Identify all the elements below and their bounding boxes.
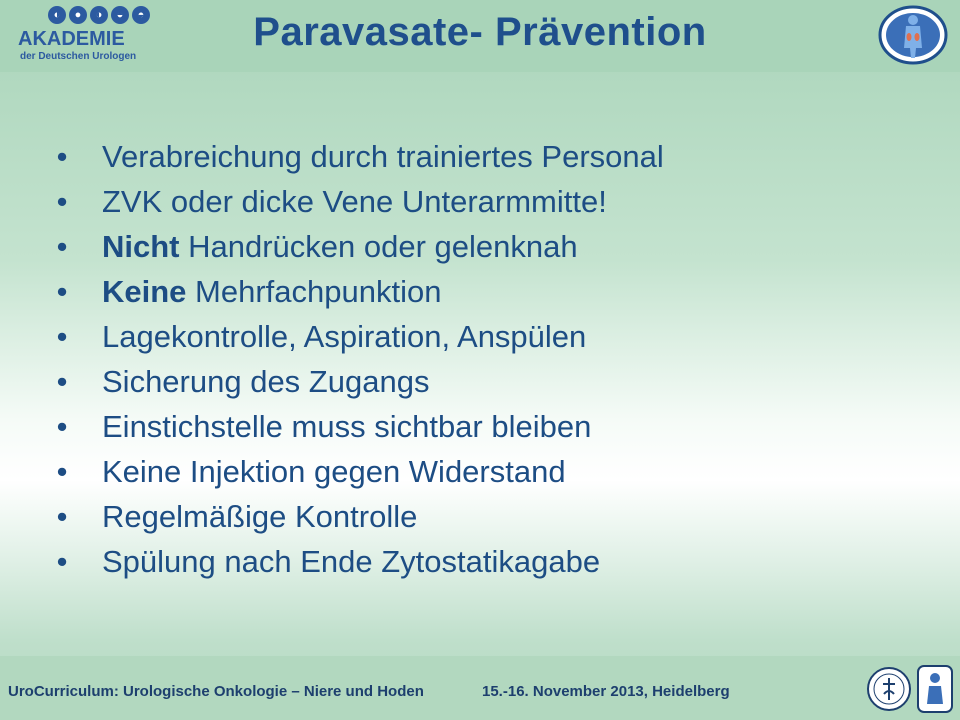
header-bar (0, 0, 960, 72)
footer-bar (0, 656, 960, 720)
logo-word: AKADEMIE (18, 28, 125, 50)
logo-subtitle: der Deutschen Urologen (20, 51, 137, 62)
bullet-icon: • (56, 139, 68, 174)
logo-circles-icon: ◐ ● ◑ ◒ ◓ (48, 6, 150, 26)
footer-course-title: UroCurriculum: Urologische Onkologie – Niere und Hoden (8, 683, 424, 700)
bullet-icon: • (56, 499, 68, 534)
bullet-icon: • (56, 274, 68, 309)
bullet-icon: • (56, 544, 68, 579)
bullet-icon: • (56, 409, 68, 444)
bullet-icon: • (56, 364, 68, 399)
footer-date-location: 15.-16. November 2013, Heidelberg (482, 683, 730, 700)
bullet-icon: • (56, 184, 68, 219)
bullet-icon: • (56, 319, 68, 354)
urology-society-seal-icon (916, 664, 954, 714)
anatomy-figure-logo-icon (878, 4, 948, 66)
bullet-icon: • (56, 229, 68, 264)
bullet-icon: • (56, 454, 68, 489)
university-seal-icon (866, 666, 912, 712)
page-title: Paravasate- Prävention (253, 10, 707, 54)
